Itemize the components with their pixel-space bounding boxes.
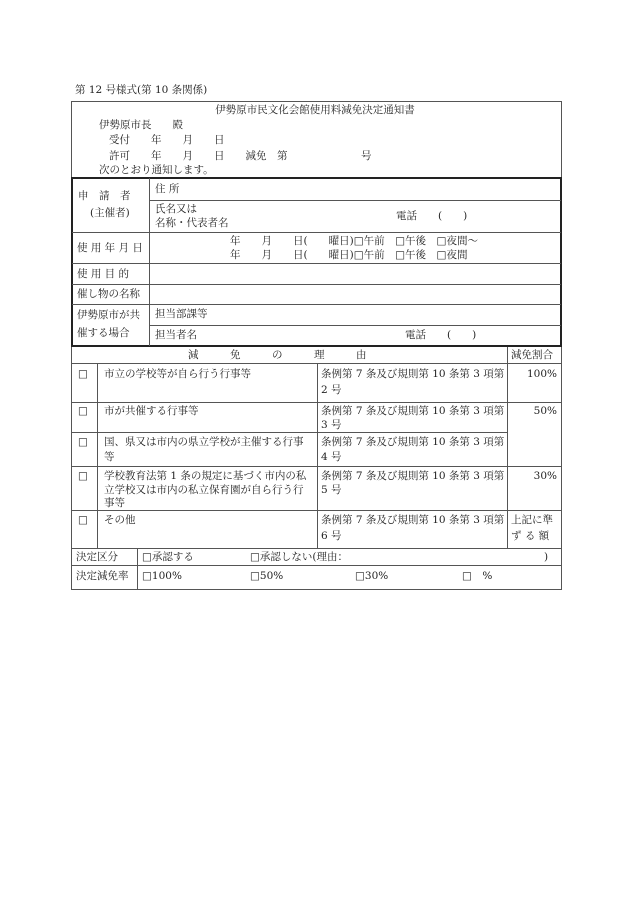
rate-30-checkbox[interactable]: □30% [355, 570, 389, 582]
permitted-date: 許可 年 月 日 減免 第 号 [109, 150, 372, 162]
event-name-label: 催し物の名称 [77, 288, 140, 300]
reason-text: 国、県又は市内の県立学校が主催する行事 [104, 436, 304, 448]
law-text-2: 4 号 [321, 451, 342, 463]
law-text-2: 5 号 [321, 484, 342, 496]
reason-checkbox[interactable]: □ [78, 436, 88, 448]
applicant-phone: 電話 ( ) [396, 210, 468, 222]
rate-value-2: ず る 額 [511, 530, 550, 542]
reason-checkbox[interactable]: □ [78, 514, 88, 526]
decision-rate-label: 決定減免率 [76, 570, 129, 582]
law-text: 条例第 7 条及び規則第 10 条第 3 項第 [321, 405, 505, 417]
reason-checkbox[interactable]: □ [78, 470, 88, 482]
dept-label: 担当部課等 [155, 308, 208, 320]
organizer-label: (主催者) [90, 207, 130, 219]
approve-checkbox[interactable]: □承認する [142, 551, 194, 563]
law-text: 条例第 7 条及び規則第 10 条第 3 項第 [321, 436, 505, 448]
law-text: 条例第 7 条及び規則第 10 条第 3 項第 [321, 514, 505, 526]
usage-date-end[interactable]: 年 月 日( 曜日)□午前 □午後 □夜間 [230, 249, 468, 261]
law-text-2: 6 号 [321, 530, 342, 542]
reason-text: その他 [104, 514, 136, 526]
rate-value: 100% [526, 368, 557, 380]
name-label-2: 名称・代表者名 [155, 217, 229, 229]
usage-date-label: 使 用 年 月 日 [77, 242, 143, 254]
reason-text-3: 事等 [104, 497, 125, 509]
reason-text: 市が共催する行事等 [104, 405, 199, 417]
cohost-label-2: 催する場合 [77, 327, 130, 339]
law-text: 条例第 7 条及び規則第 10 条第 3 項第 [321, 470, 505, 482]
rate-header: 減免割合 [511, 349, 553, 361]
name-label: 氏名又は [155, 203, 197, 215]
law-text-2: 3 号 [321, 419, 342, 431]
law-text-2: 2 号 [321, 384, 342, 396]
address-label: 住 所 [155, 183, 180, 195]
rate-value: 50% [533, 405, 557, 417]
rate-value: 30% [533, 470, 557, 482]
reason-text-2: 立学校又は市内の私立保育園が自ら行う行 [104, 484, 304, 496]
reason-checkbox[interactable]: □ [78, 405, 88, 417]
form-number: 第 12 号様式(第 10 条関係) [75, 84, 208, 96]
cohost-phone: 電話 ( ) [405, 329, 477, 341]
deny-checkbox[interactable]: □承認しない(理由： [250, 551, 349, 563]
reasons-header: 減 免 の 理 由 [188, 349, 367, 361]
reason-text-2: 等 [104, 451, 115, 463]
reason-checkbox[interactable]: □ [78, 368, 88, 380]
law-text: 条例第 7 条及び規則第 10 条第 3 項第 [321, 368, 505, 380]
notice-text: 次のとおり通知します。 [99, 164, 214, 176]
person-label: 担当者名 [155, 329, 197, 341]
decision-label: 決定区分 [76, 551, 118, 563]
reason-text: 市立の学校等が自ら行う行事等 [104, 368, 251, 380]
addressee: 伊勢原市長 殿 [99, 119, 183, 131]
rate-50-checkbox[interactable]: □50% [250, 570, 284, 582]
applicant-label: 申 請 者 [78, 190, 131, 202]
rate-custom-checkbox[interactable]: □ % [462, 570, 493, 582]
usage-date-start[interactable]: 年 月 日( 曜日)□午前 □午後 □夜間～ [230, 235, 478, 247]
reason-text: 学校教育法第 1 条の規定に基づく市内の私 [104, 470, 307, 482]
rate-value: 上記に準 [511, 514, 553, 526]
deny-reason-close: ) [544, 551, 549, 563]
purpose-label: 使 用 目 的 [77, 268, 130, 280]
rate-100-checkbox[interactable]: □100% [142, 570, 182, 582]
form-title: 伊勢原市民文化会館使用料減免決定通知書 [215, 104, 415, 116]
applicant-section [71, 177, 562, 347]
cohost-label: 伊勢原市が共 [77, 309, 140, 321]
received-date: 受付 年 月 日 [109, 134, 225, 146]
